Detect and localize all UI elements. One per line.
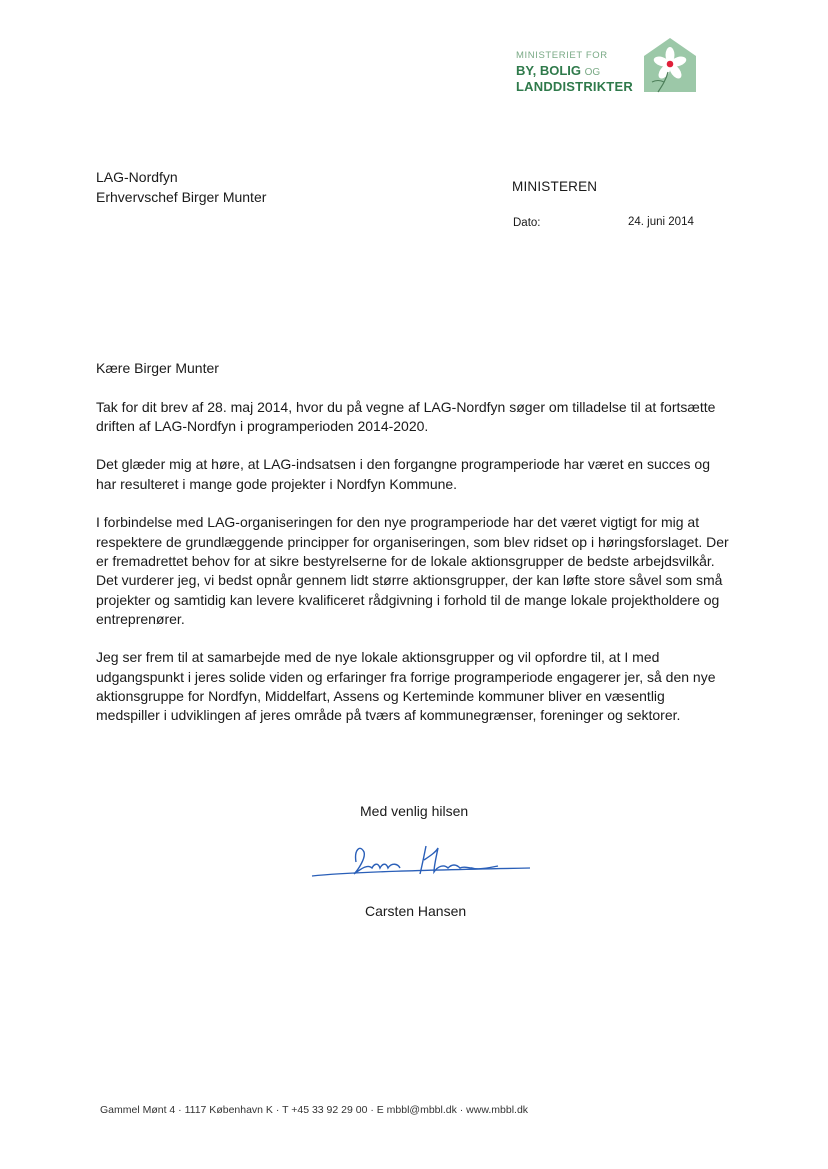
letter-paragraph: Det glæder mig at høre, at LAG-indsatsen i den forgangne programperiode har været en succes og har resulteret i mange gode projekter i Nordfyn Kommune. bbox=[96, 456, 710, 492]
footer-contact: Gammel Mønt 4 · 1117 København K · T +45 33 92 29 00 · E mbbl@mbbl.dk · www.mbbl.dk bbox=[100, 1104, 529, 1116]
letter-greeting: Kære Birger Munter bbox=[96, 360, 219, 376]
letter-paragraph: Jeg ser frem til at samarbejde med de nye lokale aktionsgrupper og vil opfordre til, at I med udgangspunkt i jeres solide viden og erfaringer fra forrige programperiode engagerer jer, så den nye aktionsgruppe for Nordfyn, Middelfart, Assens og Kerteminde kommuner bliver en væsentlig medspiller i udviklingen af jeres område på tværs af kommunegrænser, foreninger og sektorer. bbox=[96, 649, 716, 724]
logo-line-2-main: BY, BOLIG bbox=[516, 62, 582, 78]
date-label: Dato: bbox=[513, 217, 541, 229]
letter-paragraph: Tak for dit brev af 28. maj 2014, hvor du på vegne af LAG-Nordfyn søger om tilladelse til at fortsætte driften af LAG-Nordfyn i programperioden 2014-2020. bbox=[96, 398, 716, 434]
house-flower-logo-icon bbox=[640, 36, 700, 94]
ministry-logo-text bbox=[516, 51, 646, 93]
date-value: 24. juni 2014 bbox=[628, 216, 694, 228]
handwritten-signature bbox=[308, 838, 538, 886]
logo-line-3: LANDDISTRIKTER bbox=[516, 78, 633, 94]
logo-line-2-og: OG bbox=[584, 66, 601, 78]
letter-paragraph: I forbindelse med LAG-organiseringen for den nye programperiode har det været vigtigt for mig at respektere de grundlæggende principper for organiseringen, som blev ridset op i høringsforslaget. Der er fremadrettet behov for at sikre bestyrelserne for de lokale aktionsgrupper de bedste arbejdsvilkår. Det vurderer jeg, vi bedst opnår gennem lidt større aktionsgrupper, der kan løfte store såvel som små projekter og samtidig kan levere kvalificeret rådgivning i forhold til de mange lokale projektholdere og entreprenører. bbox=[96, 514, 729, 627]
recipient-line-2: Erhvervschef Birger Munter bbox=[96, 189, 267, 205]
recipient-address bbox=[96, 167, 266, 207]
recipient-line-1: LAG-Nordfyn bbox=[96, 169, 178, 185]
sender-title: MINISTEREN bbox=[512, 179, 598, 194]
letter-closing: Med venlig hilsen bbox=[360, 803, 469, 819]
logo-line-2 bbox=[516, 64, 646, 78]
letter-body bbox=[96, 359, 732, 745]
logo-line-1: MINISTERIET FOR bbox=[516, 50, 608, 61]
signer-name: Carsten Hansen bbox=[365, 903, 467, 919]
